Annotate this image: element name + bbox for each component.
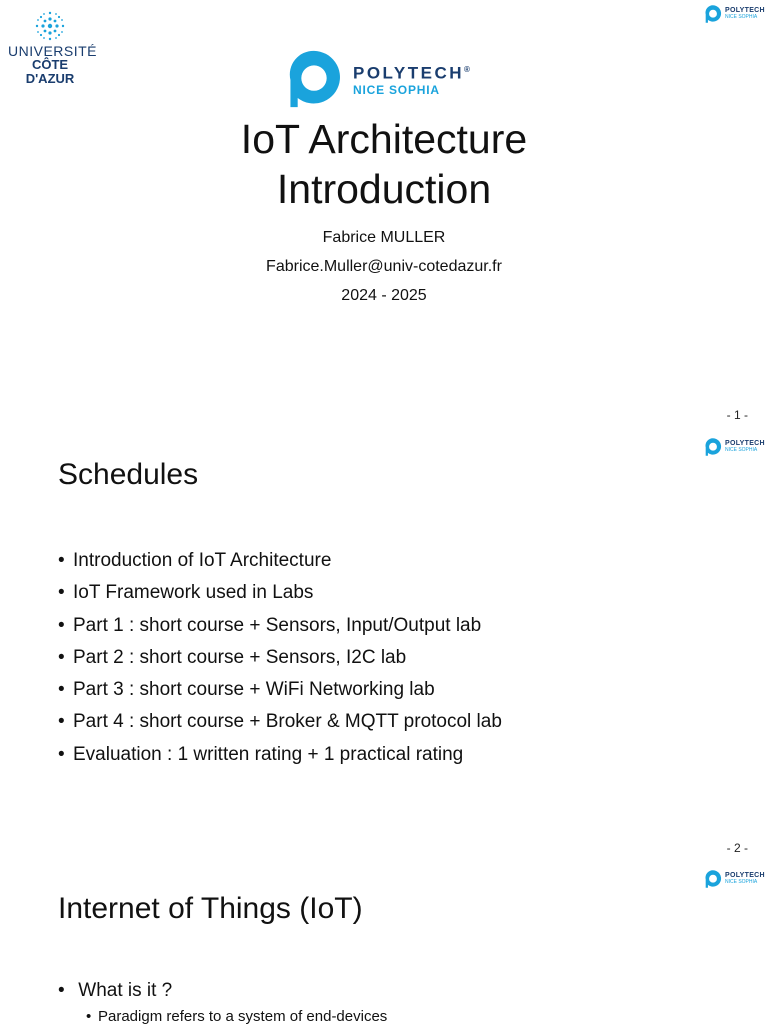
polytech-p-icon-large xyxy=(285,47,343,111)
polytech-small-logo xyxy=(704,869,765,889)
registered-mark: ® xyxy=(464,65,473,75)
university-name-line1: UNIVERSITÉ xyxy=(8,43,98,59)
slide-heading: Internet of Things (IoT) xyxy=(58,892,363,925)
title-line-1: IoT Architecture xyxy=(240,116,528,162)
polytech-brand: POLYTECH xyxy=(353,63,465,83)
page-number: - 2 - xyxy=(726,841,748,855)
list-item: • Part 1 : short course + Sensors, Input/Output lab xyxy=(58,610,502,642)
list-item: • Part 2 : short course + Sensors, I2C lab xyxy=(58,642,502,674)
polytech-logo xyxy=(285,47,472,111)
polytech-small-location: NICE SOPHIA xyxy=(725,14,758,20)
polytech-small-brand: POLYTECH xyxy=(725,7,765,14)
sub-list xyxy=(58,1006,387,1028)
polytech-small-logo xyxy=(704,437,765,457)
list-item xyxy=(58,976,387,1028)
polytech-p-icon xyxy=(704,4,722,24)
slide-3 xyxy=(0,864,768,1024)
polytech-small-brand: POLYTECH xyxy=(725,440,765,447)
polytech-location: NICE SOPHIA xyxy=(353,82,440,97)
polytech-small-brand: POLYTECH xyxy=(725,872,765,879)
list-item: • IoT Framework used in Labs xyxy=(58,577,502,609)
list-item: • Part 3 : short course + WiFi Networking lab xyxy=(58,674,502,706)
slide-heading: Schedules xyxy=(58,458,199,491)
slide-1 xyxy=(0,0,768,432)
list-item-text: What is it ? xyxy=(78,980,173,1001)
list-item: • Part 4 : short course + Broker & MQTT protocol lab xyxy=(58,706,502,738)
university-name-line2: CÔTE D'AZUR xyxy=(25,57,75,86)
list-item: • Introduction of IoT Architecture xyxy=(58,545,502,577)
polytech-small-logo xyxy=(704,4,765,24)
academic-year: 2024 - 2025 xyxy=(341,287,427,304)
polytech-small-location: NICE SOPHIA xyxy=(725,447,758,453)
list-item: • Evaluation : 1 written rating + 1 practical rating xyxy=(58,739,502,771)
polytech-p-icon xyxy=(704,437,722,457)
schedule-list xyxy=(58,545,502,771)
presentation-title xyxy=(0,114,768,214)
star-dots-icon xyxy=(34,10,66,42)
polytech-small-location: NICE SOPHIA xyxy=(725,879,758,885)
author-name: Fabrice MULLER xyxy=(322,229,446,246)
sub-list-item: • Paradigm refers to a system of end-devices xyxy=(86,1006,387,1028)
title-line-2: Introduction xyxy=(276,166,492,212)
polytech-p-icon xyxy=(704,869,722,889)
page-number: - 1 - xyxy=(726,408,748,422)
author-email: Fabrice.Muller@univ-cotedazur.fr xyxy=(266,258,502,275)
slide-2 xyxy=(0,432,768,864)
iot-list xyxy=(58,976,387,1028)
universite-cote-dazur-logo xyxy=(8,10,98,86)
